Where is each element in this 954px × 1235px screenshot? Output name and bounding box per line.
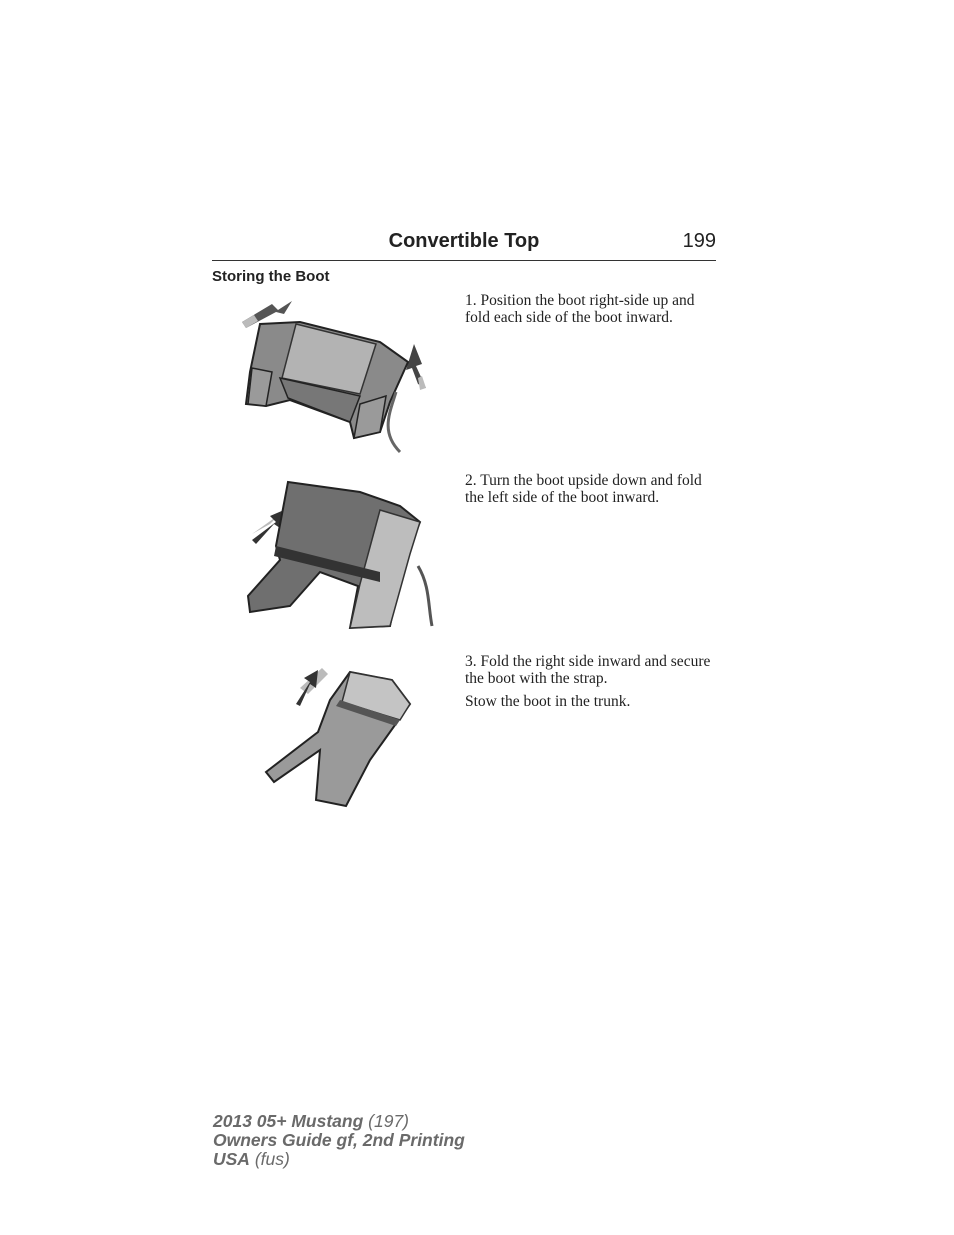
page-footer <box>213 1112 465 1169</box>
step-3 <box>465 653 720 716</box>
step-3-note: Stow the boot in the trunk. <box>465 693 631 710</box>
page-number: 199 <box>682 230 716 252</box>
step-1 <box>465 292 720 332</box>
footer-market-code: (fus) <box>254 1149 290 1169</box>
boot-fold-right-illustration <box>260 660 415 810</box>
section-heading: Storing the Boot <box>212 268 330 285</box>
footer-market: USA <box>213 1149 250 1169</box>
step-1-text: 1. Position the boot right-side up and fold each side of the boot inward. <box>465 292 695 326</box>
boot-fold-left-illustration <box>240 476 445 636</box>
footer-model: 2013 05+ Mustang <box>213 1111 364 1131</box>
page-header <box>212 230 716 261</box>
footer-model-code: (197) <box>368 1111 410 1131</box>
footer-guide: Owners Guide gf, 2nd Printing <box>213 1130 465 1150</box>
step-2 <box>465 472 720 512</box>
boot-fold-sides-illustration <box>230 292 445 462</box>
step-2-text: 2. Turn the boot upside down and fold the left side of the boot inward. <box>465 472 702 506</box>
page-title: Convertible Top <box>388 230 540 252</box>
step-3-text: 3. Fold the right side inward and secure the boot with the strap. <box>465 653 711 687</box>
